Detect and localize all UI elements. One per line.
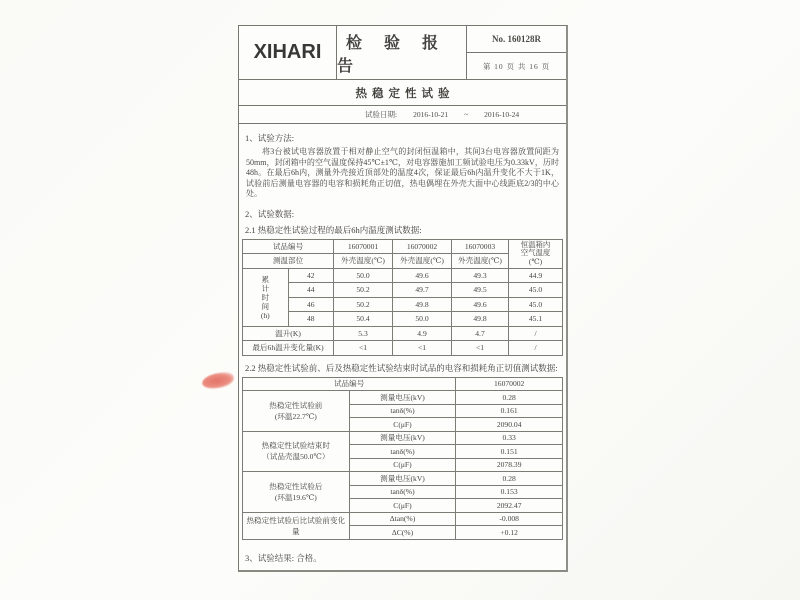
- temp-48-2: 50.0: [393, 312, 452, 327]
- time-char: 时: [261, 292, 270, 302]
- group-label-line2: (环温19.6℃): [274, 492, 317, 502]
- param-label: 测量电压(kV): [349, 431, 456, 445]
- param-value: -0.008: [456, 512, 563, 526]
- table-row: [243, 431, 563, 445]
- report-body: [239, 124, 566, 564]
- temp-46-1: 50.2: [334, 297, 393, 312]
- measure-position-header: 测温部位: [243, 254, 334, 269]
- group-end-label: [243, 431, 350, 472]
- group-label-line1: 热稳定性试验结束时: [261, 441, 330, 451]
- hour-48: 48: [288, 312, 334, 327]
- rise-air: /: [509, 326, 563, 341]
- chamber-air-temp-header: [509, 239, 563, 268]
- group-label-line1: 热稳定性试验后比试验前变化量: [246, 515, 346, 536]
- test-date-start: 2016-10-21: [413, 110, 449, 119]
- table-row: [243, 391, 563, 405]
- param-label: C(μF): [349, 458, 456, 472]
- param-value: 0.151: [456, 445, 563, 459]
- temp-rise-label: 温升(K): [243, 326, 334, 341]
- table-row: [243, 283, 563, 298]
- group-after-label: [243, 472, 350, 513]
- section3-result: 3、试验结果: 合格。: [245, 552, 322, 563]
- temp-46-2: 49.8: [393, 297, 452, 312]
- param-label: 测量电压(kV): [349, 391, 456, 405]
- param-value: 0.161: [456, 404, 563, 418]
- chamber-line1: 恒温箱内: [520, 239, 551, 249]
- page-indicator: 第 10 页 共 16 页: [482, 61, 551, 71]
- rise-3: 4.7: [452, 326, 509, 341]
- param-label: tanδ(%): [349, 404, 456, 418]
- param-value: 0.153: [456, 485, 563, 499]
- table-row: [243, 472, 563, 486]
- time-char: 累: [261, 274, 270, 284]
- section2-heading: 2、试验数据:: [245, 208, 295, 219]
- test-date-end: 2016-10-24: [484, 110, 520, 119]
- cumulative-time-label: [243, 268, 289, 326]
- report-info-block: [467, 26, 566, 79]
- air-48: 45.1: [509, 312, 563, 327]
- table-row: [243, 341, 563, 356]
- temp-42-3: 49.3: [452, 268, 509, 283]
- last6h-change-label: 最后6h温升变化量(K): [243, 341, 334, 356]
- temp-42-1: 50.0: [334, 268, 393, 283]
- group-label-line1: 热稳定性试验后: [269, 481, 323, 491]
- temp-48-3: 49.8: [452, 312, 509, 327]
- test-date-row: [239, 106, 566, 124]
- time-char: (h): [260, 310, 270, 320]
- report-title: 检 验 报 告: [336, 26, 467, 79]
- time-char: 间: [261, 301, 270, 311]
- report-header: [239, 26, 566, 80]
- param-value: 0.28: [456, 472, 563, 486]
- table-row: [243, 326, 563, 341]
- chamber-line3: (℃): [528, 256, 543, 266]
- shell-temp-header-3: 外壳温度(℃): [452, 254, 509, 269]
- section2-1-heading: 2.1 热稳定性试验过程的最后6h内温度测试数据:: [245, 224, 422, 235]
- table-row: [243, 512, 563, 526]
- param-label: ΔC(%): [349, 526, 456, 540]
- temp-48-1: 50.4: [334, 312, 393, 327]
- chamber-line2: 空气温度: [520, 248, 551, 258]
- red-marker-smudge: [201, 371, 235, 390]
- group-before-label: [243, 391, 350, 432]
- last6h-1: <1: [334, 341, 393, 356]
- temp-44-3: 49.5: [452, 283, 509, 298]
- param-value: 2078.39: [456, 458, 563, 472]
- air-44: 45.0: [509, 283, 563, 298]
- last6h-air: /: [509, 341, 563, 356]
- table-row: [243, 239, 563, 254]
- sample-no-1: 16070001: [334, 239, 393, 254]
- xihari-logo: XIHARI: [253, 41, 322, 63]
- test-subject-title: 热稳定性试验: [239, 80, 566, 106]
- shell-temp-header-1: 外壳温度(℃): [334, 254, 393, 269]
- time-char: 计: [261, 283, 270, 293]
- table-row: [243, 268, 563, 283]
- table-row: [243, 297, 563, 312]
- temp-42-2: 49.6: [393, 268, 452, 283]
- hour-46: 46: [288, 297, 334, 312]
- sample-no-2: 16070002: [393, 239, 452, 254]
- sample-no-3: 16070003: [452, 239, 509, 254]
- rise-2: 4.9: [393, 326, 452, 341]
- group-label-line2: （试品壳温50.0℃）: [262, 452, 330, 462]
- sample-no-label-2: 试品编号: [243, 377, 456, 391]
- last6h-3: <1: [452, 341, 509, 356]
- param-value: 2090.04: [456, 418, 563, 432]
- sample-no-header: 试品编号: [243, 239, 334, 254]
- test-date-label: 试验日期:: [365, 110, 398, 119]
- param-value: +0.12: [456, 526, 563, 540]
- hour-42: 42: [288, 268, 334, 283]
- air-46: 45.0: [509, 297, 563, 312]
- temp-44-1: 50.2: [334, 283, 393, 298]
- param-label: tanδ(%): [349, 485, 456, 499]
- temp-46-3: 49.6: [452, 297, 509, 312]
- group-change-label: [243, 512, 350, 539]
- param-label: tanδ(%): [349, 445, 456, 459]
- temperature-table: [242, 239, 563, 356]
- table-row: [243, 377, 563, 391]
- param-label: 测量电压(kV): [349, 472, 456, 486]
- hour-44: 44: [288, 283, 334, 298]
- last6h-2: <1: [393, 341, 452, 356]
- param-label: C(μF): [349, 418, 456, 432]
- test-date-separator: ~: [464, 110, 469, 119]
- param-value: 0.33: [456, 431, 563, 445]
- section1-heading: 1、试验方法:: [245, 133, 295, 143]
- capacitance-table: [242, 377, 563, 540]
- section2-2-heading: 2.2 热稳定性试验前、后及热稳定性试验结束时试品的电容和损耗角正切值测试数据:: [245, 362, 558, 373]
- group-label-line1: 热稳定性试验前: [269, 400, 323, 410]
- param-value: 2092.47: [456, 499, 563, 513]
- param-value: 0.28: [456, 391, 563, 405]
- temp-44-2: 49.7: [393, 283, 452, 298]
- shell-temp-header-2: 外壳温度(℃): [393, 254, 452, 269]
- table-row: [243, 312, 563, 327]
- sample-no-value: 16070002: [456, 377, 563, 391]
- param-label: Δtan(%): [349, 512, 456, 526]
- test-method-paragraph: 将3台被试电容器放置于相对静止空气的封闭恒温箱中，其间3台电容器放置间距为50mm，封闭箱中的空气温度保持45℃±1℃，对电容器施加工频试验电压为0.33kV，历时48h。在最后6h内，测量外壳接近顶部处的温度4次，保证最后6h内温升变化不大于1K，试验前后测量电容器的电容和损耗角正切值，热电偶埋在外壳大面中心线距底2/3的中心处。: [246, 147, 559, 198]
- air-42: 44.9: [509, 268, 563, 283]
- report-number: No. 160128R: [467, 26, 566, 53]
- report-sheet: [238, 25, 568, 572]
- group-label-line2: (环温22.7℃): [274, 411, 317, 421]
- param-label: C(μF): [349, 499, 456, 513]
- rise-1: 5.3: [334, 326, 393, 341]
